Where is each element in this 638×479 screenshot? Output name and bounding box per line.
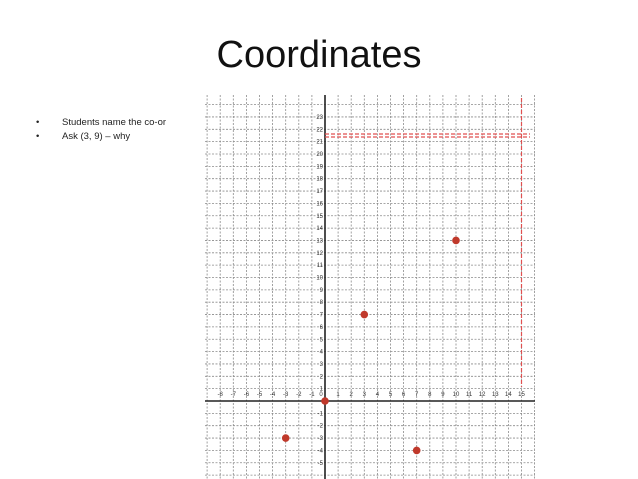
x-tick-label: -6 bbox=[243, 392, 250, 398]
bullet-list bbox=[36, 116, 166, 144]
y-tick-label: 1 bbox=[319, 386, 323, 393]
y-tick-label: 21 bbox=[316, 139, 323, 146]
x-tick-label: 2 bbox=[349, 392, 353, 398]
data-point bbox=[413, 447, 421, 455]
y-tick-label: -1 bbox=[317, 411, 323, 418]
bullet-item bbox=[36, 130, 166, 144]
y-tick-label: 10 bbox=[316, 275, 323, 282]
y-tick-label: -3 bbox=[317, 436, 323, 443]
y-tick-label: 8 bbox=[319, 300, 323, 307]
x-tick-label: 10 bbox=[452, 392, 460, 398]
data-point bbox=[282, 434, 290, 442]
x-tick-label: 3 bbox=[362, 392, 366, 398]
y-tick-label: 11 bbox=[316, 263, 323, 270]
y-tick-label: 18 bbox=[316, 176, 323, 183]
x-tick-label: 9 bbox=[441, 392, 445, 398]
x-tick-label: 14 bbox=[505, 392, 512, 398]
data-point bbox=[321, 397, 329, 405]
y-tick-label: 3 bbox=[319, 361, 323, 368]
x-tick-label: 11 bbox=[465, 392, 473, 398]
y-tick-label: -4 bbox=[317, 448, 323, 455]
x-tick-label: -2 bbox=[296, 392, 302, 398]
y-tick-label: -5 bbox=[317, 460, 323, 467]
y-tick-label: 12 bbox=[316, 250, 323, 257]
data-point bbox=[452, 237, 460, 245]
y-tick-label: 17 bbox=[316, 189, 323, 196]
y-tick-label: 5 bbox=[319, 337, 323, 344]
x-tick-label: -8 bbox=[217, 392, 223, 398]
x-tick-label: 15 bbox=[518, 392, 525, 398]
y-tick-label: 23 bbox=[316, 114, 323, 121]
y-tick-label: 4 bbox=[319, 349, 323, 356]
x-tick-label: 4 bbox=[375, 392, 380, 398]
x-tick-label: 5 bbox=[388, 392, 393, 398]
x-tick-label: 7 bbox=[415, 392, 419, 398]
x-tick-label: -4 bbox=[269, 392, 276, 398]
x-tick-label: 12 bbox=[478, 392, 486, 398]
x-tick-label: -7 bbox=[230, 392, 236, 398]
bullet-marker: • bbox=[36, 117, 40, 128]
y-tick-label: 2 bbox=[319, 374, 323, 381]
y-tick-label: 14 bbox=[316, 226, 323, 233]
data-point bbox=[361, 311, 369, 319]
x-tick-label: -5 bbox=[256, 392, 263, 398]
y-tick-label: 19 bbox=[316, 164, 323, 171]
y-tick-label: 15 bbox=[316, 213, 323, 220]
bullet-text: Students name the co-or bbox=[62, 117, 167, 128]
x-tick-label: 13 bbox=[491, 392, 499, 398]
y-tick-label: -2 bbox=[317, 423, 323, 430]
x-tick-label: 0 bbox=[319, 392, 323, 398]
y-tick-label: 22 bbox=[316, 127, 323, 134]
coordinate-grid-svg bbox=[205, 95, 535, 479]
coordinate-grid bbox=[205, 95, 535, 479]
x-tick-label: -3 bbox=[283, 392, 289, 398]
bullet-marker: • bbox=[36, 131, 40, 142]
y-tick-label: 13 bbox=[316, 238, 323, 245]
y-tick-label: 16 bbox=[316, 201, 323, 208]
x-tick-label: 8 bbox=[428, 392, 432, 398]
bullet-text: Ask (3, 9) – why bbox=[62, 131, 131, 142]
x-tick-label: 6 bbox=[401, 392, 406, 398]
x-tick-label: -1 bbox=[309, 392, 315, 398]
y-tick-label: 9 bbox=[319, 287, 323, 294]
y-tick-label: 7 bbox=[319, 312, 323, 319]
x-tick-label: 1 bbox=[336, 392, 340, 398]
bullet-item bbox=[36, 116, 166, 130]
y-tick-label: 6 bbox=[319, 324, 323, 331]
slide-title: Coordinates bbox=[216, 34, 422, 76]
y-tick-label: 20 bbox=[316, 152, 323, 158]
